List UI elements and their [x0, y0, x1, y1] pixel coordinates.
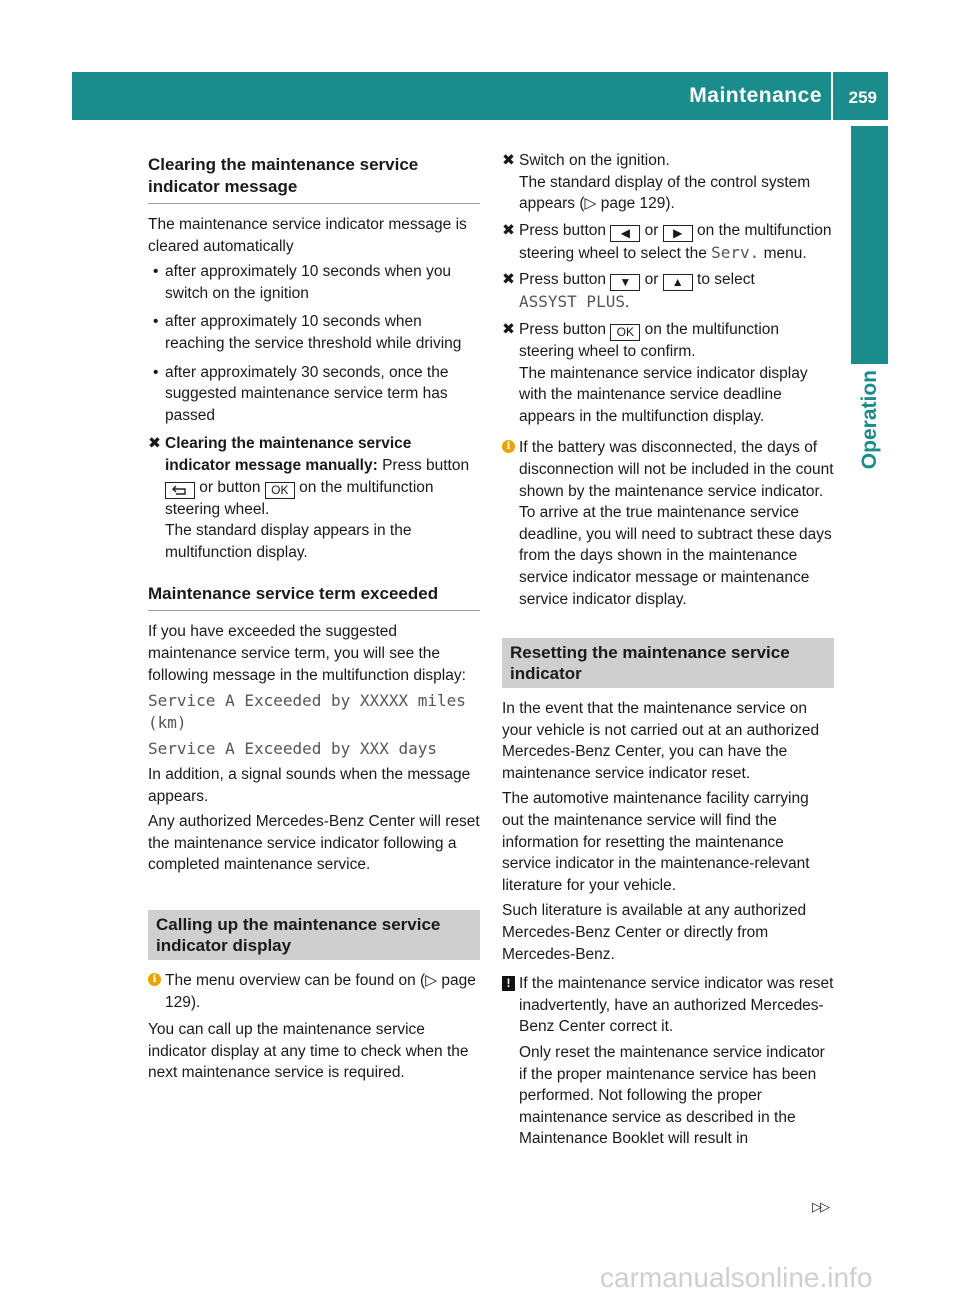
right-arrow-key-icon: ▶ — [663, 225, 693, 242]
paragraph: Any authorized Mercedes-Benz Center will reset the maintenance service indicator following a completed maintenance service. — [148, 813, 480, 874]
down-arrow-key-icon: ▼ — [610, 274, 640, 291]
step-arrow-icon: ✖︎ — [502, 152, 515, 169]
right-column — [502, 150, 834, 1156]
info-icon: i — [502, 440, 515, 453]
step-select-serv: ✖︎ Press button ◀ or ▶ on the multifunction steering wheel to select the Serv. menu. — [502, 221, 832, 262]
warning-icon: ! — [502, 976, 515, 991]
warning-note: ! If the maintenance service indicator was reset inadvertently, have an authorized Mercedes-Benz Center correct it. Only reset the maintenance service indicator if the proper maintenance service has been performed. Not following the proper maintenance service as described in the Maintenance Booklet will result in — [502, 973, 834, 1150]
side-tab-label: Operation — [858, 370, 881, 470]
ok-button-icon: OK — [610, 324, 640, 341]
list-item: • after approximately 10 seconds when reaching the service threshold while driving — [148, 311, 480, 354]
left-column — [148, 150, 480, 1088]
list-item: • after approximately 10 seconds when you switch on the ignition — [148, 261, 480, 304]
back-button-icon — [165, 482, 195, 499]
info-note: i The menu overview can be found on (▷ page 129). — [148, 970, 480, 1013]
step-ignition: ✖︎ Switch on the ignition. The standard display of the control system appears (▷ page 129). — [502, 152, 811, 213]
paragraph: In the event that the maintenance service on your vehicle is not carried out at an authorized Mercedes-Benz Center, you can have the maintenance service indicator reset. — [502, 700, 820, 782]
step-arrow-icon: ✖︎ — [502, 271, 515, 289]
step-clear-manually: ✖︎ Clearing the maintenance service indicator message manually: Press button or button OK on the multifunction steering wheel. The standard display appears in the multifunction display. — [148, 435, 470, 561]
side-tab-block — [851, 126, 888, 364]
section-heading-clearing: Clearing the maintenance service indicator message — [148, 150, 480, 204]
step-select-assyst: ✖︎ Press button ▼ or ▲ to select ASSYST PLUS. — [502, 271, 755, 312]
paragraph: The maintenance service indicator message is cleared automatically — [148, 216, 467, 255]
paragraph: If you have exceeded the suggested maintenance service term, you will see the following message in the multifunction display: — [148, 623, 466, 684]
header-divider — [831, 72, 833, 120]
step-arrow-icon: ✖︎ — [502, 320, 515, 338]
section-heading-exceeded: Maintenance service term exceeded — [148, 579, 480, 611]
paragraph: You can call up the maintenance service indicator display at any time to check when the next maintenance service is required. — [148, 1021, 469, 1082]
list-item: • after approximately 30 seconds, once the suggested maintenance service term has passed — [148, 362, 480, 427]
continue-marker: ▷▷ — [812, 1199, 828, 1214]
paragraph: Only reset the maintenance service indicator if the proper maintenance service has been performed. Not following the proper maintenance service as described in the Maintenance Booklet will result in — [519, 1044, 825, 1148]
header-bar — [72, 72, 888, 120]
paragraph: In addition, a signal sounds when the message appears. — [148, 766, 471, 805]
info-icon: i — [148, 973, 161, 986]
paragraph: Such literature is available at any authorized Mercedes-Benz Center or directly from Mercedes-Benz. — [502, 902, 807, 963]
display-message: Service A Exceeded by XXXXX miles (km) — [148, 691, 466, 733]
paragraph: The automotive maintenance facility carrying out the maintenance service will find the information for resetting the maintenance service indicator in the maintenance-relevant literature for your vehicle. — [502, 790, 810, 894]
page-number: 259 — [848, 88, 877, 107]
ok-button-icon: OK — [265, 482, 295, 499]
display-message: Service A Exceeded by XXX days — [148, 739, 437, 759]
step-arrow-icon: ✖︎ — [502, 221, 515, 239]
left-arrow-key-icon: ◀ — [610, 225, 640, 242]
section-heading-resetting: Resetting the maintenance service indicator — [502, 638, 834, 688]
section-heading-calling-up: Calling up the maintenance service indicator display — [148, 910, 480, 960]
info-note: i If the battery was disconnected, the days of disconnection will not be included in the count shown by the maintenance service indicator. To arrive at the true maintenance service deadline, you will need to subtract these days from the days shown in the maintenance service indicator message or maintenance service indicator display. — [502, 437, 834, 610]
up-arrow-key-icon: ▲ — [663, 274, 693, 291]
chapter-title: Maintenance — [689, 84, 822, 107]
step-confirm: ✖︎ Press button OK on the multifunction steering wheel to confirm. The maintenance service indicator display with the maintenance service deadline appears in the multifunction display. — [502, 320, 808, 425]
watermark: carmanualsonline.info — [600, 1262, 873, 1293]
step-arrow-icon: ✖︎ — [148, 435, 161, 453]
